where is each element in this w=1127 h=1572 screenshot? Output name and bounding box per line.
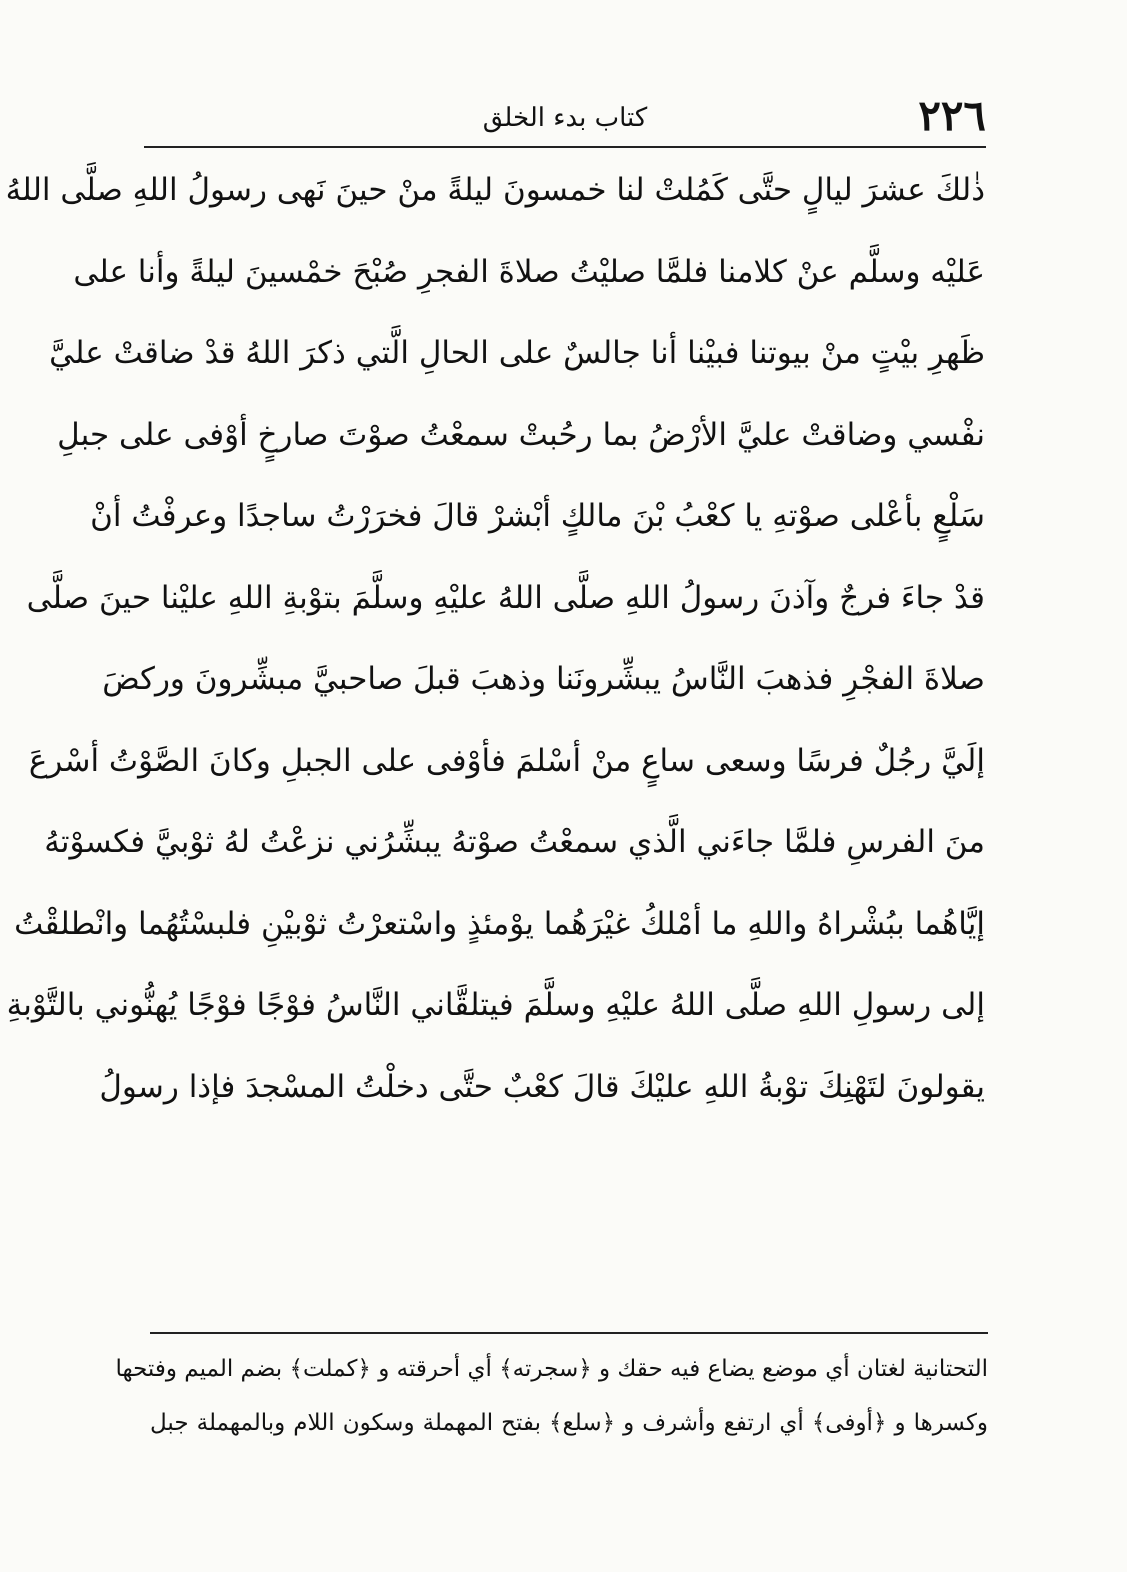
text-line: سَلْعٍ بأعْلى صوْتهِ يا كعْبُ بْنَ مالكٍ أبْشرْ قالَ فخرَرْتُ ساجدًا وعرفْتُ أنْ	[90, 498, 985, 534]
text-line: ذٰلكَ عشرَ ليالٍ حتَّى كَمُلتْ لنا خمسونَ ليلةً منْ حينَ نَهى رسولُ اللهِ صلَّى اللهُ	[5, 172, 985, 208]
running-title: كتاب بدء الخلق	[482, 103, 648, 133]
text-line: نفْسي وضاقتْ عليَّ الأرْضُ بما رحُبتْ سمعْتُ صوْتَ صارخٍ أوْفى على جبلِ	[57, 416, 985, 453]
footnote-rule	[150, 1332, 988, 1334]
text-line: إلَيَّ رجُلٌ فرسًا وسعى ساعٍ منْ أسْلمَ فأوْفى على الجبلِ وكانَ الصَّوْتُ أسْرعَ	[28, 742, 985, 779]
footnotes	[115, 1342, 988, 1450]
text-line: عَليْه وسلَّم عنْ كلامنا فلمَّا صليْتُ صلاةَ الفجرِ صُبْحَ خمْسينَ ليلةً وأنا على	[73, 253, 985, 290]
text-line: إلى رسولِ اللهِ صلَّى اللهُ عليْهِ وسلَّمَ فيتلقَّاني النَّاسُ فوْجًا فوْجًا يُهنُّوني بالتَّوْبةِ	[6, 987, 985, 1023]
footnote-line: التحتانية لغتان أي موضع يضاع فيه حقك و ﴿سجرته﴾ أي أحرقته و ﴿كملت﴾ بضم الميم وفتحها	[115, 1356, 988, 1382]
header-rule	[144, 146, 986, 148]
text-line: ظَهرِ بيْتٍ منْ بيوتنا فبيْنا أنا جالسٌ على الحالِ الَّتي ذكرَ اللهُ قدْ ضاقتْ عليَّ	[49, 335, 985, 371]
text-line: قدْ جاءَ فرجٌ وآذنَ رسولُ اللهِ صلَّى اللهُ عليْهِ وسلَّمَ بتوْبةِ اللهِ عليْنا حينَ صلَّى	[26, 579, 985, 616]
page-header	[144, 88, 986, 144]
text-line: يقولونَ لتَهْنِكَ توْبةُ اللهِ عليْكَ قالَ كعْبٌ حتَّى دخلْتُ المسْجدَ فإذا رسولُ	[99, 1068, 985, 1105]
text-line: إيَّاهُما ببُشْراهُ واللهِ ما أمْلكُ غيْرَهُما يوْمئذٍ واسْتعرْتُ ثوْبيْنِ فلبسْتُهُما وانْطلقْتُ	[14, 905, 985, 942]
page-number: ٢٢٦	[918, 91, 986, 140]
text-line: منَ الفرسِ فلمَّا جاءَني الَّذي سمعْتُ صوْتهُ يبشِّرُني نزعْتُ لهُ ثوْبيَّ فكسوْتهُ	[44, 824, 985, 860]
main-text	[5, 150, 985, 1128]
footnote-line: وكسرها و ﴿أوفى﴾ أي ارتفع وأشرف و ﴿سلع﴾ بفتح المهملة وسكون اللام وبالمهملة جبل	[150, 1410, 988, 1436]
text-line: صلاةَ الفجْرِ فذهبَ النَّاسُ يبشِّرونَنا وذهبَ قبلَ صاحبيَّ مبشِّرونَ وركضَ	[102, 661, 985, 697]
